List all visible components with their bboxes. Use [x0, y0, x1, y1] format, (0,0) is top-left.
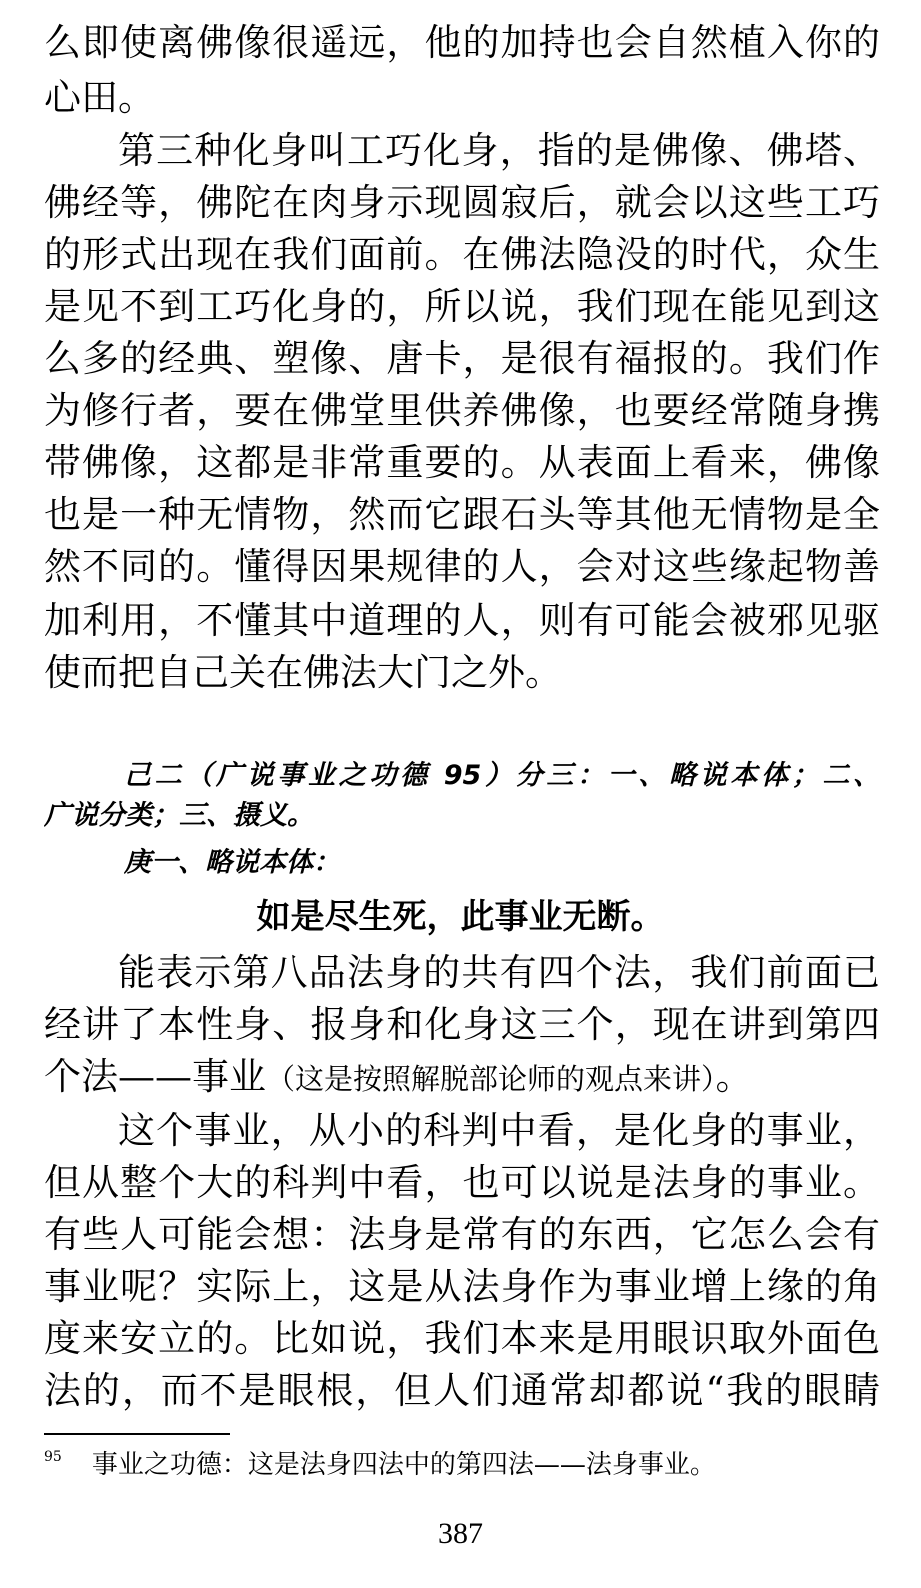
paragraph-2-line-10: 加利用，不懂其中道理的人，则有可能会被邪见驱 — [44, 599, 880, 642]
paragraph-4-line-4: 事业呢？实际上，这是从法身作为事业增上缘的角 — [44, 1265, 880, 1308]
outline-heading-line-1: 己二（广说事业之功德 95）分三：一、略说本体；二、 — [124, 760, 880, 791]
page-number: 387 — [438, 1517, 483, 1550]
paragraph-2-line-4: 是见不到工巧化身的，所以说，我们现在能见到这 — [44, 285, 880, 328]
paragraph-4-line-6: 法的，而不是眼根，但人们通常却都说“我的眼睛 — [44, 1369, 880, 1412]
footnote — [44, 1440, 880, 1490]
outline-subheading: 庚一、略说本体： — [124, 847, 340, 878]
paragraph-1-line-2: 心田。 — [44, 76, 155, 119]
footnote-text: 事业之功德：这是法身四法中的第四法——法身事业。 — [91, 1450, 716, 1480]
footnote-divider — [44, 1433, 230, 1435]
paragraph-3-line-3-end: 。 — [715, 1055, 753, 1098]
paragraph-2-line-6: 为修行者，要在佛堂里供养佛像，也要经常随身携 — [44, 389, 880, 432]
paragraph-1-line-1: 么即使离佛像很遥远，他的加持也会自然植入你的 — [44, 21, 880, 64]
parenthetical-note: （这是按照解脱部论师的观点来讲） — [266, 1062, 716, 1096]
footnote-number: 95 — [44, 1449, 62, 1465]
paragraph-2-line-11: 使而把自己关在佛法大门之外。 — [44, 651, 562, 694]
paragraph-3-line-2: 经讲了本性身、报身和化身这三个，现在讲到第四 — [44, 1003, 880, 1046]
paragraph-2-line-9: 然不同的。懂得因果规律的人，会对这些缘起物善 — [44, 545, 880, 588]
paragraph-3-line-3 — [44, 1050, 880, 1104]
paragraph-2-line-7: 带佛像，这都是非常重要的。从表面上看来，佛像 — [44, 441, 880, 484]
paragraph-2-line-8: 也是一种无情物，然而它跟石头等其他无情物是全 — [44, 493, 880, 536]
paragraph-3-line-1: 能表示第八品法身的共有四个法，我们前面已 — [118, 951, 880, 994]
outline-heading-line-2: 广说分类；三、摄义。 — [44, 800, 314, 831]
paragraph-4-line-1: 这个事业，从小的科判中看，是化身的事业， — [118, 1109, 880, 1152]
paragraph-2-line-1: 第三种化身叫工巧化身，指的是佛像、佛塔、 — [118, 129, 880, 172]
root-verse: 如是尽生死，此事业无断。 — [256, 897, 665, 937]
paragraph-2-line-5: 么多的经典、塑像、唐卡，是很有福报的。我们作 — [44, 337, 880, 380]
paragraph-2-line-2: 佛经等，佛陀在肉身示现圆寂后，就会以这些工巧 — [44, 181, 880, 224]
paragraph-4-line-3: 有些人可能会想：法身是常有的东西，它怎么会有 — [44, 1213, 880, 1256]
paragraph-4-line-2: 但从整个大的科判中看，也可以说是法身的事业。 — [44, 1161, 880, 1204]
paragraph-2-line-3: 的形式出现在我们面前。在佛法隐没的时代，众生 — [44, 233, 880, 276]
paragraph-4-line-5: 度来安立的。比如说，我们本来是用眼识取外面色 — [44, 1317, 880, 1360]
paragraph-3-line-3-main: 个法——事业 — [44, 1055, 266, 1098]
